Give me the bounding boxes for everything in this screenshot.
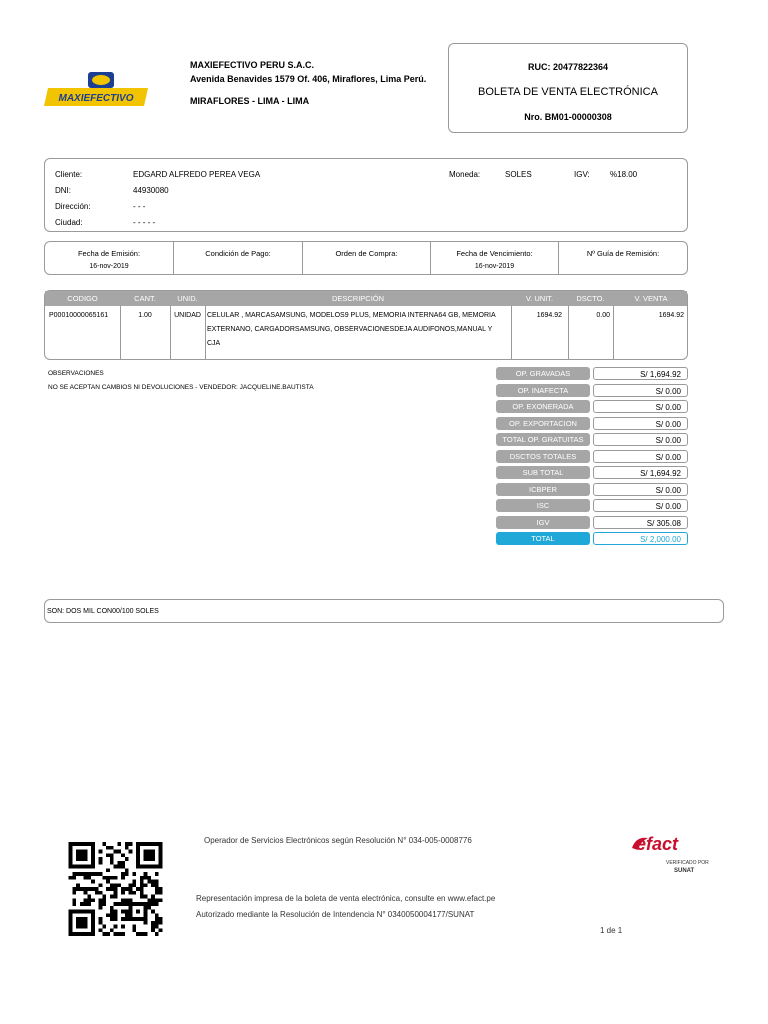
company-info [190, 58, 426, 108]
grand-total-label: TOTAL [496, 532, 590, 545]
header-cant: CANT. [134, 294, 156, 303]
total-value: S/ 1,694.92 [593, 466, 688, 479]
total-label: OP. EXONERADA [496, 400, 590, 413]
maxiefectivo-logo [44, 72, 148, 106]
cell-vventa: 1694.92 [658, 312, 684, 319]
efact-logo-text: efact [636, 834, 679, 854]
total-value: S/ 0.00 [593, 450, 688, 463]
authorization-text: Autorizado mediante la Resolución de Intendencia N° 0340050004177/SUNAT [196, 910, 475, 919]
moneda-value: SOLES [505, 170, 532, 179]
header-vventa: V. VENTA [634, 294, 668, 303]
company-address: Avenida Benavides 1579 Of. 406, Miraflores, Lima Perú. [190, 74, 427, 84]
vencimiento-label: Fecha de Vencimiento: [456, 249, 533, 258]
direccion-label: Dirección: [55, 202, 91, 211]
dni-label: DNI: [55, 186, 71, 195]
condicion-cell [174, 242, 303, 274]
client-box [44, 158, 688, 232]
orden-cell [303, 242, 431, 274]
igv-value: %18.00 [610, 170, 638, 179]
table-header [45, 291, 687, 306]
emision-value: 16-nov-2019 [89, 263, 129, 270]
cell-descripcion-line3: CJA [207, 340, 221, 347]
total-value: S/ 0.00 [593, 433, 688, 446]
header-unid: UNID. [177, 294, 198, 303]
ciudad-value: - - - - - [133, 218, 156, 227]
total-label: ICBPER [496, 483, 590, 496]
cell-dscto: 0.00 [596, 312, 610, 319]
document-box [448, 43, 688, 133]
observations-text: NO SE ACEPTAN CAMBIOS NI DEVOLUCIONES - VENDEDOR: JACQUELINE.BAUTISTA [48, 384, 314, 391]
column-divider [205, 306, 206, 359]
igv-label: IGV: [574, 170, 590, 179]
total-value: S/ 0.00 [593, 400, 688, 413]
company-name: MAXIEFECTIVO PERU S.A.C. [190, 60, 315, 70]
total-value: S/ 305.08 [593, 516, 688, 529]
amount-in-words: SON: DOS MIL CON00/100 SOLES [47, 608, 159, 615]
operator-text: Operador de Servicios Electrónicos según Resolución N° 034-005-0008776 [204, 836, 472, 845]
grand-total-value: S/ 2,000.00 [593, 532, 688, 545]
total-label: IGV [496, 516, 590, 529]
guia-label: Nº Guía de Remisión: [586, 249, 660, 258]
cell-unid: UNIDAD [174, 312, 201, 319]
total-label: OP. EXPORTACION [496, 417, 590, 430]
company-location: MIRAFLORES - LIMA - LIMA [190, 96, 310, 106]
items-table [44, 290, 688, 360]
amount-in-words-box [44, 599, 724, 623]
document-number: Nro. BM01-00000308 [524, 112, 612, 122]
observations-title: OBSERVACIONES [48, 370, 104, 377]
total-value: S/ 0.00 [593, 384, 688, 397]
payment-info-box [44, 241, 688, 275]
cliente-value: EDGARD ALFREDO PEREA VEGA [133, 170, 261, 179]
guia-cell [559, 242, 687, 274]
condicion-label: Condición de Pago: [205, 249, 271, 258]
cell-descripcion-line1: CELULAR , MARCASAMSUNG, MODELOS9 PLUS, MEMORIA INTERNA64 GB, MEMORIA [207, 312, 496, 319]
orden-label: Orden de Compra: [335, 249, 398, 258]
ruc-number: RUC: 20477822364 [527, 62, 609, 72]
header-dscto: DSCTO. [576, 294, 605, 303]
page-number: 1 de 1 [600, 926, 623, 935]
total-label: ISC [496, 499, 590, 512]
total-label: DSCTOS TOTALES [496, 450, 590, 463]
total-label: SUB TOTAL [496, 466, 590, 479]
vencimiento-value: 16-nov-2019 [474, 263, 515, 270]
header-descripcion: DESCRIPCIÓN [331, 294, 385, 303]
emision-label: Fecha de Emisión: [77, 249, 141, 258]
direccion-value: - - - [133, 202, 146, 211]
cell-vunit: 1694.92 [536, 312, 562, 319]
qr-code [67, 842, 164, 936]
logo-text: MAXIEFECTIVO [58, 93, 134, 104]
representation-text: Representación impresa de la boleta de venta electrónica, consulte en www.efact.pe [196, 894, 496, 903]
emision-cell [45, 242, 174, 274]
ciudad-label: Ciudad: [55, 218, 83, 227]
cell-cant: 1.00 [138, 312, 152, 319]
total-value: S/ 1,694.92 [593, 367, 688, 380]
total-value: S/ 0.00 [593, 499, 688, 512]
sunat-text: SUNAT [674, 868, 695, 874]
dni-value: 44930080 [133, 186, 169, 195]
total-label: OP. GRAVADAS [496, 367, 590, 380]
verified-text: VERIFICADO POR [666, 860, 709, 866]
total-label: OP. INAFECTA [496, 384, 590, 397]
total-value: S/ 0.00 [593, 483, 688, 496]
moneda-label: Moneda: [449, 170, 481, 179]
header-vunit: V. UNIT. [525, 294, 554, 303]
cell-codigo: P00010000065161 [49, 312, 109, 319]
document-title: BOLETA DE VENTA ELECTRÓNICA [478, 86, 658, 98]
total-value: S/ 0.00 [593, 417, 688, 430]
total-label: TOTAL OP. GRATUITAS [496, 433, 590, 446]
vencimiento-cell [431, 242, 559, 274]
efact-logo [630, 830, 709, 878]
cliente-label: Cliente: [55, 170, 83, 179]
header-codigo: CODIGO [67, 294, 98, 303]
cell-descripcion-line2: EXTERNANO, CARGADORSAMSUNG, OBSERVACIONESDEJA AUDIFONOS,MANUAL Y [207, 326, 493, 333]
